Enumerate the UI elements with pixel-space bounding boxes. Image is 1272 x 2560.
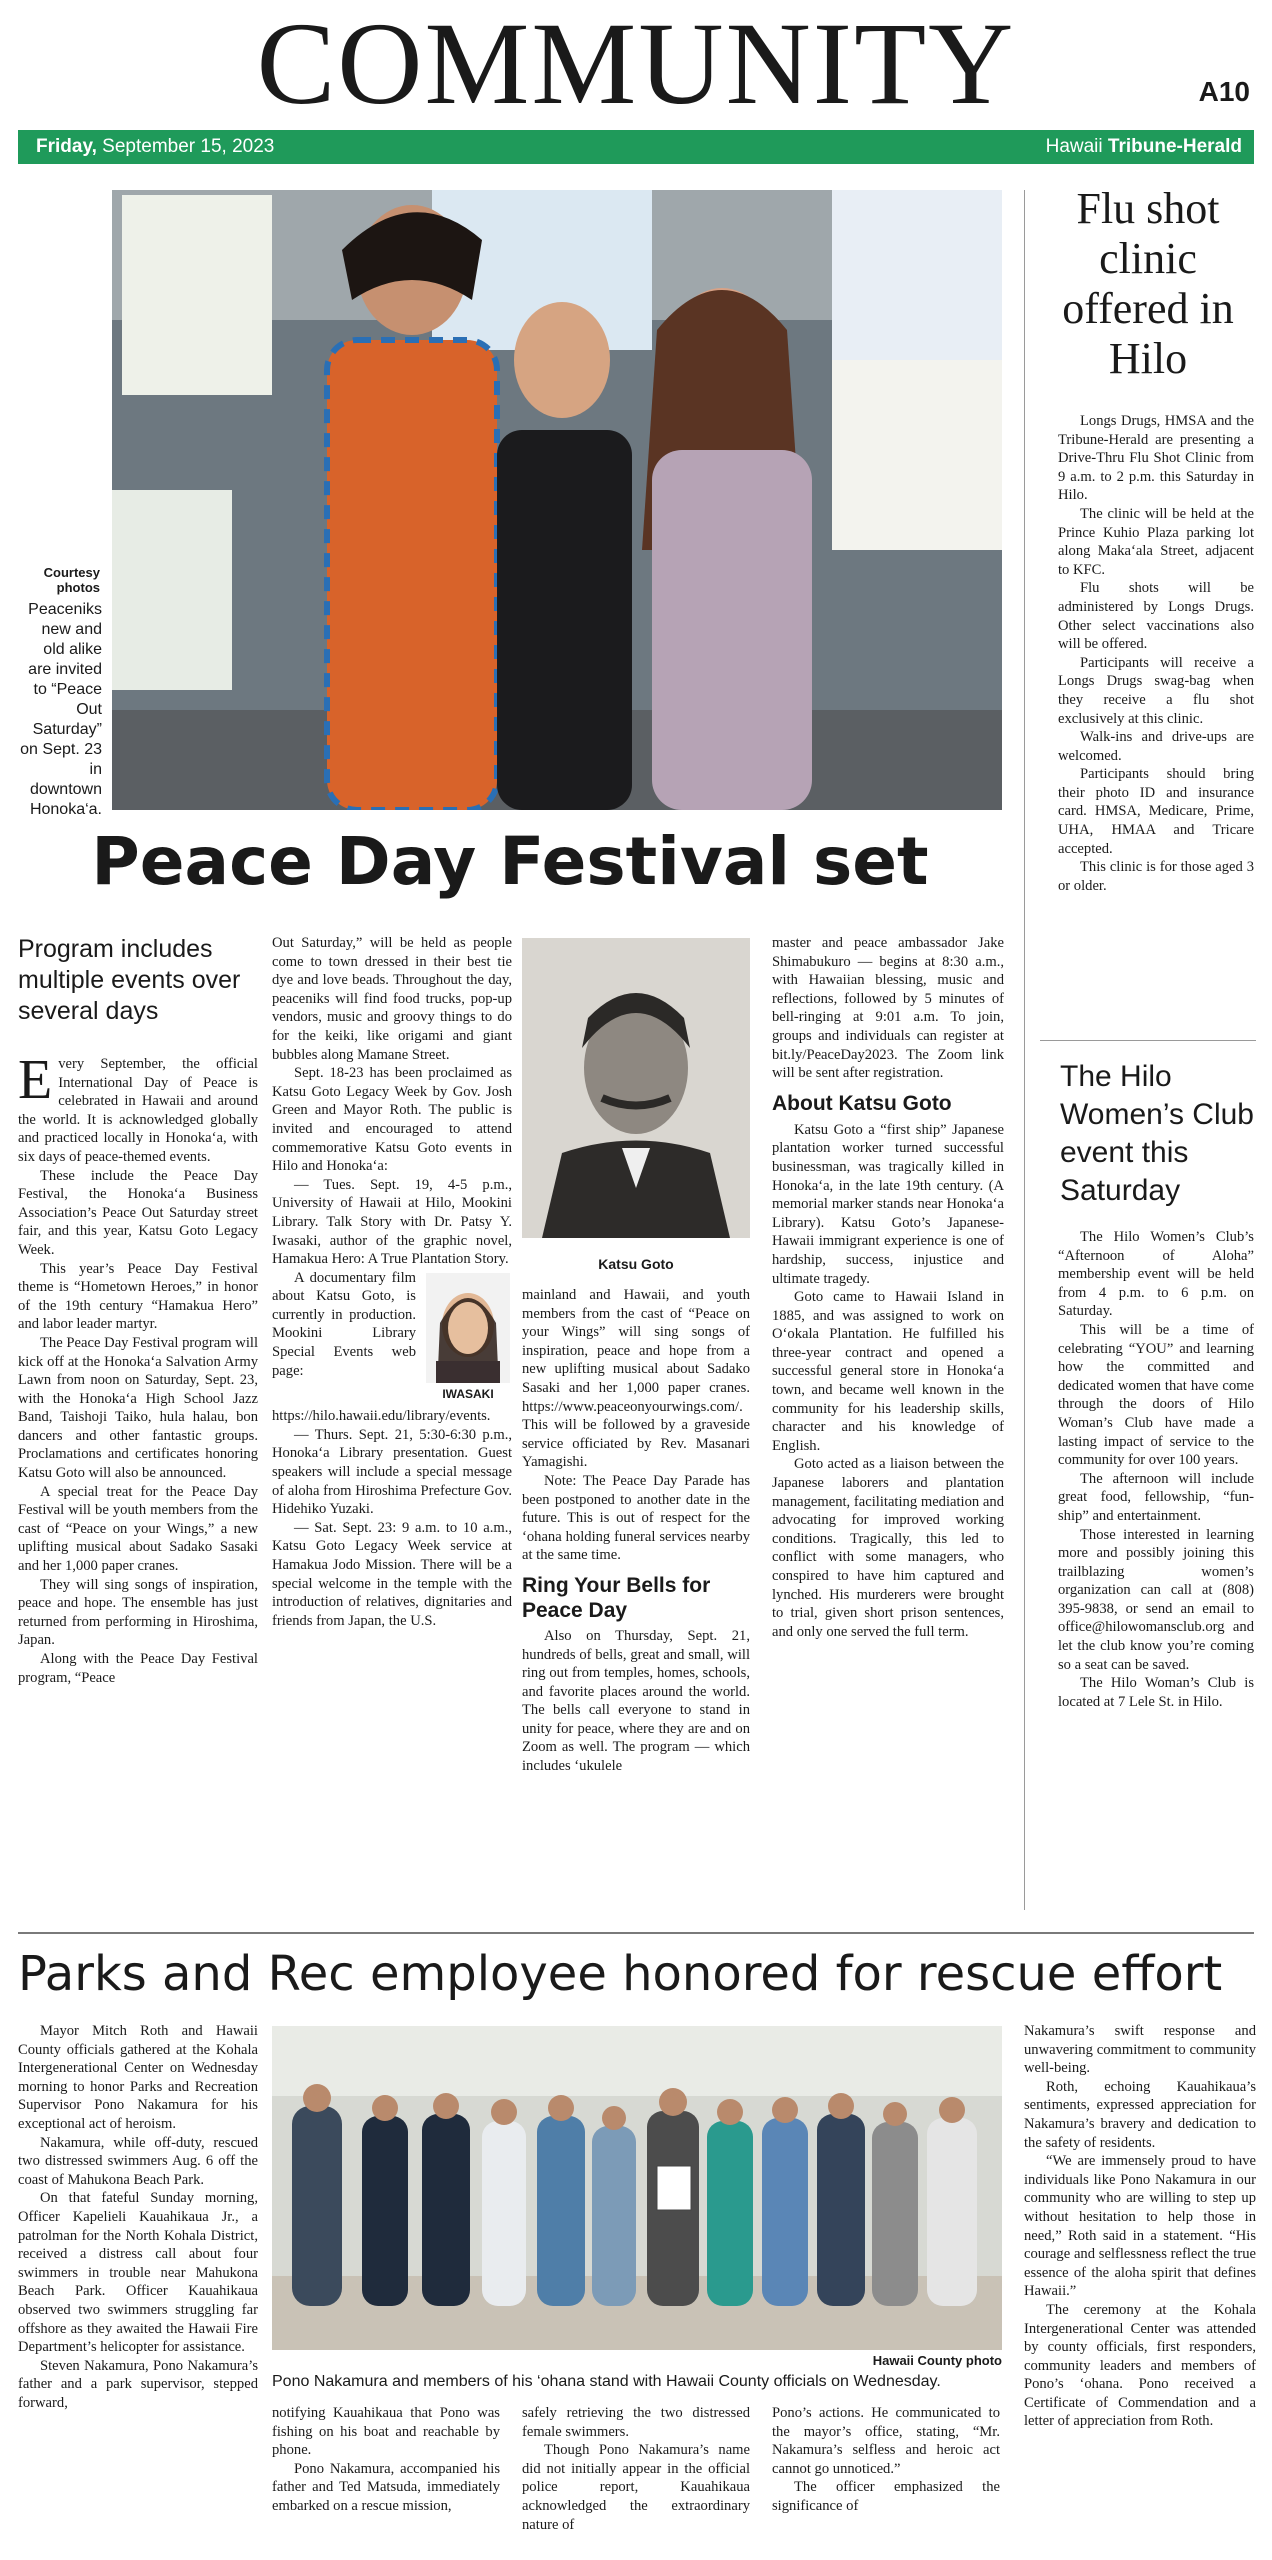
- lead-c2-p1: Out Saturday,” will be held as people come to town dressed in their best tie dye and love beads. Throughout the day, peaceniks will find food trucks, pop-up vendors, music and groovy things to do for the keiki, like origami and giant bubbles along Mamane Street.: [272, 935, 512, 1063]
- iwasaki-photo-block: [424, 1273, 512, 1404]
- photo-credit: Courtesy photos: [43, 565, 100, 595]
- parks-photo-credit: Hawaii County photo: [872, 2353, 1002, 2368]
- lead-c3-p3: Also on Thursday, Sept. 21, hundreds of bells, great and small, will ring out from temples, homes, schools, and favorite places around the world. The bells call everyone to stand in unity for peace, where they are and on Zoom as well. The program — which includes ‘ukulele: [522, 1627, 750, 1775]
- flu-p2: The clinic will be held at the Prince Kuhio Plaza parking lot along Maka‘ala Street, adjacent to KFC.: [1058, 505, 1254, 578]
- bells-subhead: Ring Your Bells for Peace Day: [522, 1573, 711, 1622]
- womens-p4: Those interested in learning more and possibly joining this trailblazing women’s organization can call at (808) 395-9838, or send an email to office@hilowomansclub.org and let the club know you’re coming so a seat can be saved.: [1058, 1526, 1254, 1673]
- parks-c4-p2: The officer emphasized the significance of: [772, 2479, 1000, 2514]
- lead-p3: This year’s Peace Day Festival theme is “Hometown Heroes,” in honor of the 19th century “Hamakua Hero” and labor leader martyr.: [18, 1260, 258, 1333]
- womens-p2: This will be a time of celebrating “YOU” and learning how the committed and dedicated women that have come through the doors of Hilo Woman’s Club have made a lasting impact of service to the community for over 100 years.: [1058, 1321, 1254, 1469]
- story-divider: [18, 1932, 1254, 1934]
- lead-col-1: [18, 1049, 258, 1687]
- lead-c3-p1: mainland and Hawaii, and youth members from the cast of “Peace on your Wings” will sing songs of inspiration, peace and hope from a new uplifting musical about Sadako Sasaki and her 1,000 paper cranes. https://www.peaceonyourwings.com/. This will be followed by a graveside service officiated by Rev. Masanari Yamagishi.: [522, 1287, 750, 1471]
- parks-c1-p2: Nakamura, while off-duty, rescued two distressed swimmers Aug. 6 off the coast of Mahukona Beach Park.: [18, 2134, 258, 2188]
- column-rule: [1024, 190, 1025, 1910]
- flu-p6: Participants should bring their photo ID and insurance card. HMSA, Medicare, Prime, UHA, HMAA and Tricare accepted.: [1058, 766, 1254, 857]
- womens-body: [1058, 1228, 1254, 1711]
- womens-headline: The Hilo Women’s Club event this Saturday: [1060, 1060, 1254, 1207]
- parks-col-5: [1024, 2022, 1256, 2431]
- lead-c2-p4: A documentary film about Katsu Goto, is currently in production. Mookini Library Special Events web page: https://hilo.hawaii.edu/library/events.: [272, 1269, 491, 1425]
- parks-c1-p4: Steven Nakamura, Pono Nakamura’s father and a park supervisor, stepped forward,: [18, 2357, 258, 2411]
- lead-headline: Peace Day Festival set: [91, 823, 929, 900]
- lead-c4-p3: Goto came to Hawaii Island in 1885, and was assigned to work on O‘okala Plantation. He fulfilled his three-year contract and opened a successful general store in Honoka‘a town, and became well known in the community for his leadership skills, character and his knowledge of English.: [772, 1289, 1004, 1454]
- katsu-goto-caption: Katsu Goto: [598, 1256, 674, 1272]
- parks-c1-p3: On that fateful Sunday morning, Officer Kapelieli Kauahikaua Jr., a patrolman for the North Kohala District, received a distress call about four swimmers in trouble near Mahukona Beach Park. Officer Kauahikaua observed two swimmers struggling far offshore as they awaited the Hawaii Fire Department’s helicopter for assistance.: [18, 2190, 258, 2356]
- parks-col-1: [18, 2022, 258, 2412]
- iwasaki-photo: [426, 1273, 510, 1383]
- rail-divider: [1040, 1040, 1256, 1041]
- parks-col-2: [272, 2404, 500, 2516]
- peace-photo: [112, 190, 1002, 810]
- photo-caption: Peaceniks new and old alike are invited to “Peace Out Saturday” on Sept. 23 in downtown Honoka‘a.: [20, 601, 102, 818]
- iwasaki-caption: IWASAKI: [442, 1386, 494, 1401]
- flu-p5: Walk-ins and drive-ups are welcomed.: [1058, 729, 1254, 764]
- page-number: A10: [1198, 76, 1250, 107]
- lead-p4: The Peace Day Festival program will kick off at the Honoka‘a Salvation Army Lawn from noon on Saturday, Sept. 23, with the Honoka‘a High School Jazz Band, Taishoji Taiko, hula halau, bon dancers and other fantastic groups. Proclamations and certificates honoring Katsu Goto will also be announced.: [18, 1334, 258, 1482]
- lead-p1: Every September, the official International Day of Peace is celebrated in Hawaii and around the world. It is acknowledged globally and practiced locally in Honoka‘a, with six days of peace-themed events.: [18, 1049, 258, 1165]
- lead-c4-p4: Goto acted as a liaison between the Japanese laborers and plantation management, facilitating mediation and advocating for improved working conditions. Tragically, this led to conflict with some managers, who conspired to have him captured and lynched. His murderers were brought to trial, given short prison sentences, and only one served the full term.: [772, 1456, 1004, 1640]
- lead-c2-p5: — Thurs. Sept. 21, 5:30-6:30 p.m., Honoka‘a Library presentation. Guest speakers will include a special message of aloha from Hiroshima Prefecture Gov. Hidehiko Yuzaki.: [272, 1426, 512, 1518]
- flu-body: [1058, 412, 1254, 895]
- lead-col-4: [772, 934, 1004, 1641]
- about-goto-subhead: About Katsu Goto: [772, 1091, 952, 1115]
- lead-c4-p1: master and peace ambassador Jake Shimabukuro — begins at 8:30 a.m., with Hawaiian blessing, music and reflections, followed by 5 minutes of bell-ringing at 9:01 a.m. To join, groups and individuals can register at bit.ly/PeaceDay2023. The Zoom link will be sent after registration.: [772, 935, 1004, 1082]
- issue-date: Friday, September 15, 2023: [36, 136, 275, 157]
- parks-c4-p1: Pono’s actions. He communicated to the mayor’s office, stating, “Mr. Nakamura’s selfless and heroic act cannot go unnoticed.”: [772, 2405, 1000, 2477]
- parks-c2-p1: notifying Kauahikaua that Pono was fishing on his boat and reachable by phone.: [272, 2405, 500, 2459]
- flu-p3: Flu shots will be administered by Longs Drugs. Other select vaccinations also will be offered.: [1058, 580, 1254, 653]
- katsu-goto-photo: [522, 938, 750, 1238]
- flu-headline: Flu shot clinic offered in Hilo: [1062, 184, 1234, 383]
- section-title: COMMUNITY: [256, 0, 1016, 129]
- womens-p3: The afternoon will include great food, fellowship, “fun-ship” and entertainment.: [1058, 1470, 1254, 1524]
- lead-p7: Along with the Peace Day Festival program, “Peace: [18, 1651, 258, 1686]
- parks-headline: Parks and Rec employee honored for rescue effort: [18, 1946, 1223, 2002]
- lead-col-3: [522, 1286, 750, 1776]
- parks-c5-p3: “We are immensely proud to have individuals like Pono Nakamura in our community who are willing to step up without hesitation to help those in need,” Roth said in a statement. “His courage and selflessness reflect the true essence of the aloha spirit that defines Hawaii.”: [1024, 2153, 1256, 2300]
- lead-deck: Program includes multiple events over several days: [18, 935, 241, 1025]
- lead-c4-p2: Katsu Goto a “first ship” Japanese plantation worker turned successful businessman, was tragically killed in Honoka‘a, in the late 19th century. (A memorial marker stands near Honoka‘a Library). Katsu Goto’s Japanese-Hawaii immigrant experience is one of hardship, success, injustice and ultimate tragedy.: [772, 1121, 1004, 1287]
- lead-c2-p2: Sept. 18-23 has been proclaimed as Katsu Goto Legacy Week by Gov. Josh Green and Mayor Roth. The public is invited and encouraged to attend commemorative Katsu Goto events in Hilo and Honoka‘a:: [272, 1065, 512, 1175]
- parks-c2-p2: Pono Nakamura, accompanied his father and Ted Matsuda, immediately embarked on a rescue mission,: [272, 2460, 500, 2514]
- flu-p7: This clinic is for those aged 3 or older.: [1058, 859, 1254, 894]
- parks-c1-p1: Mayor Mitch Roth and Hawaii County officials gathered at the Kohala Intergenerational Center on Wednesday morning to honor Parks and Recreation Supervisor Pono Nakamura for his exceptional act of heroism.: [18, 2023, 258, 2132]
- peace-photo-art: [112, 190, 1002, 810]
- lead-p2: These include the Peace Day Festival, the Honoka‘a Business Association’s Peace Out Saturday street fair, and this year, Katsu Goto Legacy Week.: [18, 1167, 258, 1258]
- parks-c5-p1: Nakamura’s swift response and unwavering commitment to community well-being.: [1024, 2023, 1256, 2077]
- parks-col-3: [522, 2404, 750, 2534]
- parks-col-4: [772, 2404, 1000, 2516]
- lead-col-2: [272, 934, 512, 1630]
- lead-c3-p2: Note: The Peace Day Parade has been postponed to another date in the future. This is out of respect for the ‘ohana holding funeral services nearby at the same time.: [522, 1472, 750, 1564]
- date-bar: [18, 130, 1254, 164]
- parks-c3-p2: Though Pono Nakamura’s name did not initially appear in the official police report, Kauahikaua acknowledged the extraordinary nature of: [522, 2442, 750, 2533]
- womens-p1: The Hilo Women’s Club’s “Afternoon of Aloha” membership event will be held from 4 p.m. to 6 p.m. on Saturday.: [1058, 1229, 1254, 1320]
- parks-photo: [272, 2026, 1002, 2350]
- lead-p6: They will sing songs of inspiration, peace and hope. The ensemble has just returned from performing in Hiroshima, Japan.: [18, 1576, 258, 1649]
- lead-p5: A special treat for the Peace Day Festival will be youth members from the cast of “Peace on your Wings,” a new uplifting musical about Sadako Sasaki and her 1,000 paper cranes.: [18, 1483, 258, 1575]
- parks-c5-p4: The ceremony at the Kohala Intergenerational Center was attended by county officials, first responders, community leaders and members of Pono’s ‘ohana. Pono received a Certificate of Commendation and a letter of appreciation from Roth.: [1024, 2301, 1256, 2430]
- lead-c2-p3: — Tues. Sept. 19, 4-5 p.m., University of Hawaii at Hilo, Mookini Library. Talk Story with Dr. Patsy Y. Iwasaki, author of the graphic novel, Hamakua Hero: A True Plantation Story.: [272, 1176, 512, 1268]
- parks-photo-caption: Pono Nakamura and members of his ‘ohana stand with Hawaii County officials on Wednesday.: [272, 2373, 941, 2390]
- womens-p5: The Hilo Woman’s Club is located at 7 Lele St. in Hilo.: [1058, 1675, 1254, 1710]
- lead-c2-p6: — Sat. Sept. 23: 9 a.m. to 10 a.m., Katsu Goto Legacy Week service at Hamakua Jodo Mission. There will be a special welcome in the temple with the introduction of relatives, dignitaries and friends from Japan, the U.S.: [272, 1519, 512, 1629]
- parks-c5-p2: Roth, echoing Kauahikaua’s sentiments, expressed appreciation for Nakamura’s bravery and dedication to the safety of residents.: [1024, 2078, 1256, 2151]
- paper-name: Hawaii Tribune-Herald: [1045, 136, 1242, 157]
- parks-c3-p1: safely retrieving the two distressed female swimmers.: [522, 2405, 750, 2440]
- flu-p1: Longs Drugs, HMSA and the Tribune-Herald are presenting a Drive-Thru Flu Shot Clinic from 9 a.m. to 2 p.m. this Saturday in Hilo.: [1058, 413, 1254, 504]
- flu-p4: Participants will receive a Longs Drugs swag-bag when they receive a flu shot exclusively at this clinic.: [1058, 654, 1254, 727]
